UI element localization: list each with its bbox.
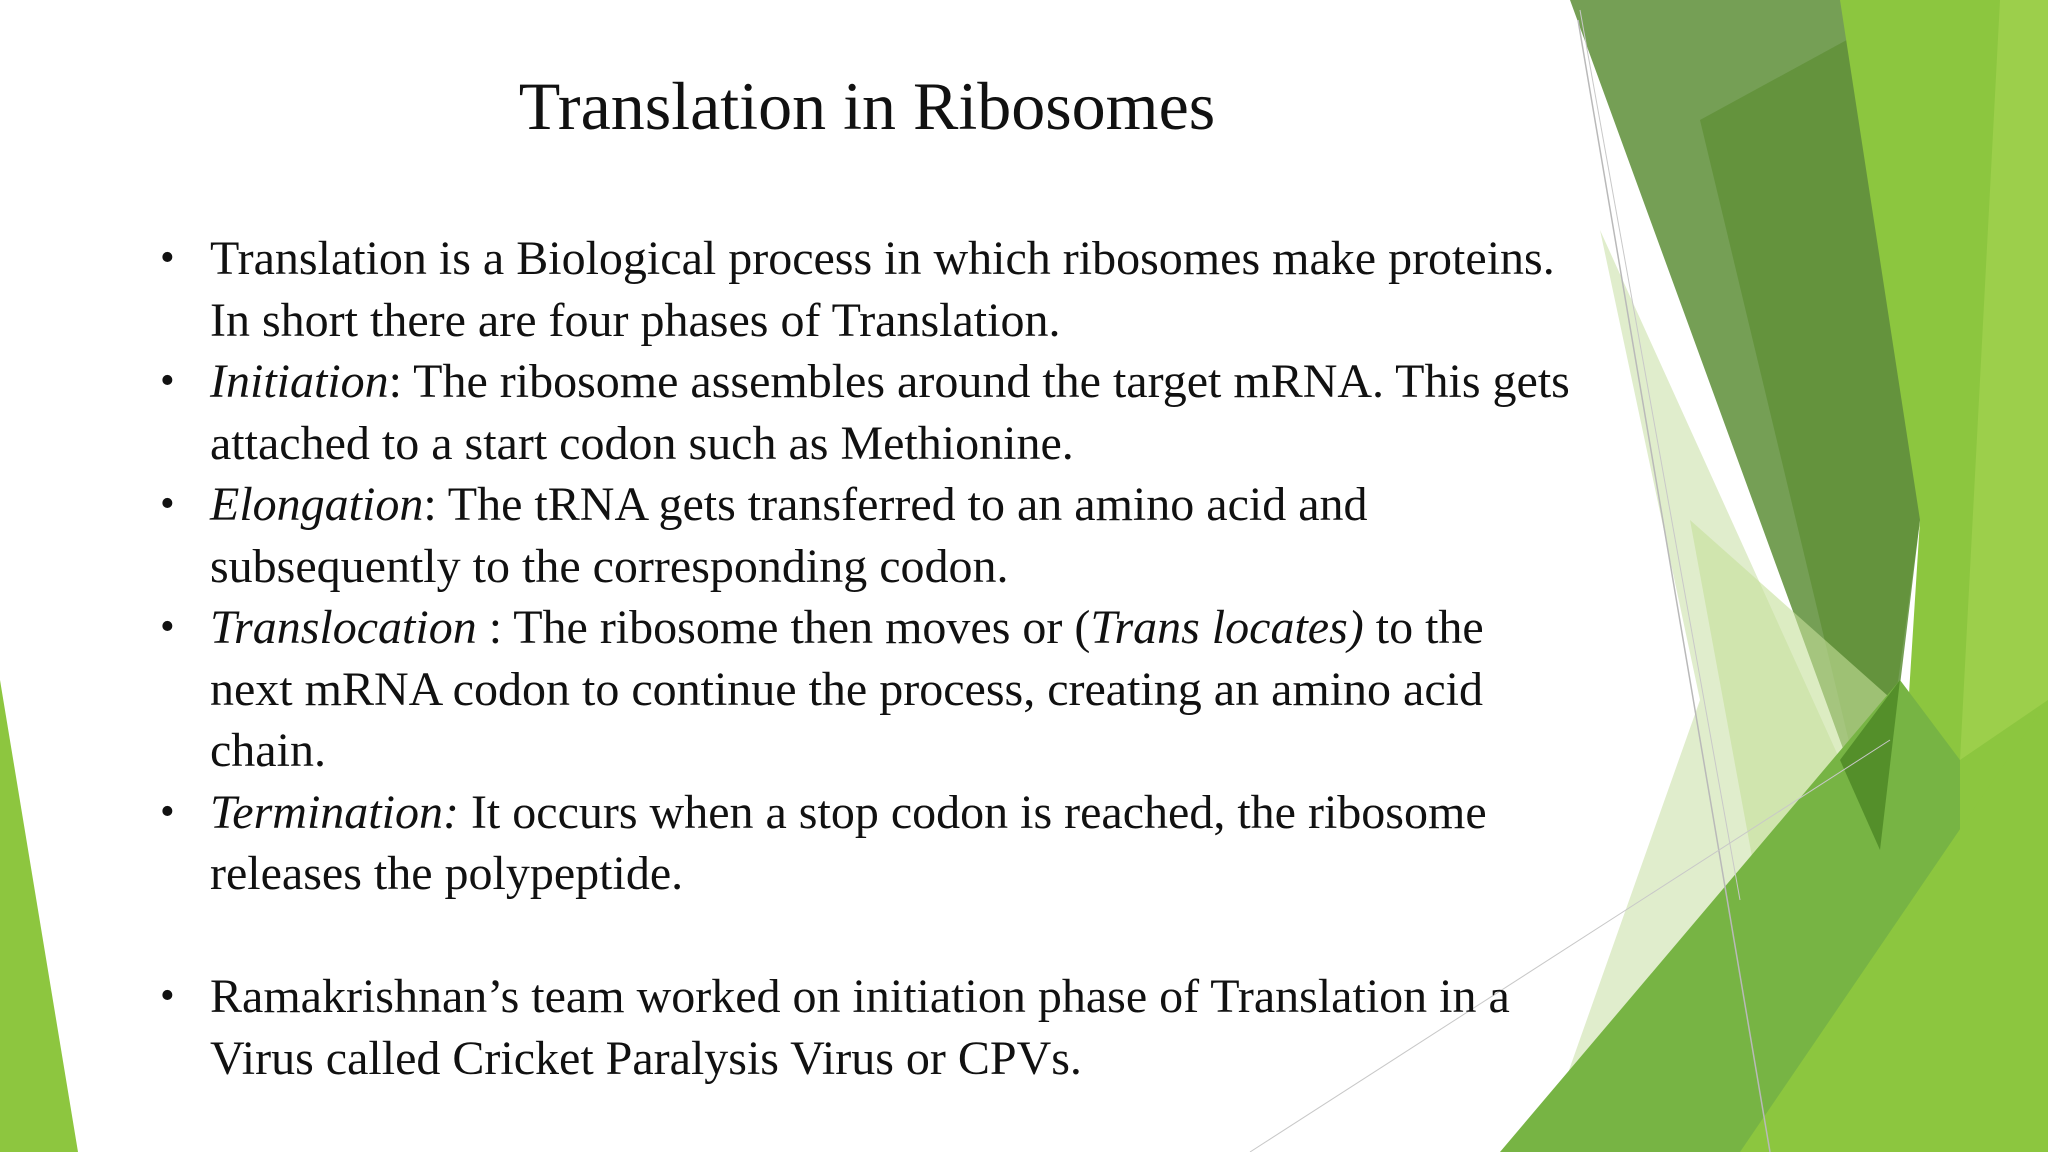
- left-green-sliver: [0, 680, 78, 1152]
- bullet-item-termination: [160, 782, 1570, 905]
- bullet-dot: •: [160, 481, 175, 527]
- bullet-dot: •: [160, 604, 175, 650]
- bullet-dot: •: [160, 973, 175, 1019]
- slide-title: Translation in Ribosomes: [518, 68, 1216, 144]
- bullet-list: [160, 228, 1570, 1089]
- bullet-text: : The ribosome assembles around the target mRNA. This gets attached to a start codon such as Methionine.: [210, 355, 1570, 470]
- bullet-dot: •: [160, 358, 175, 404]
- bullet-text: : The tRNA gets transferred to an amino acid and subsequently to the corresponding codon.: [210, 478, 1368, 593]
- bullet-text: It occurs when a stop codon is reached, the ribosome releases the polypeptide.: [210, 785, 1487, 900]
- bullet-text-middle: : The ribosome then moves or (: [476, 601, 1091, 654]
- bullet-text: Translation is a Biological process in which ribosomes make proteins. In short there are four phases of Translation.: [210, 232, 1555, 347]
- bullet-term-secondary: Trans locates): [1090, 601, 1364, 654]
- bullet-item-initiation: [160, 351, 1570, 474]
- bullet-term: Translocation: [210, 601, 477, 654]
- bullet-item-ramakrishnan: [160, 966, 1570, 1089]
- bullet-item-translocation: [160, 597, 1570, 782]
- bullet-term: Initiation: [210, 355, 389, 408]
- bullet-dot: •: [160, 235, 175, 281]
- bullet-item-elongation: [160, 474, 1570, 597]
- bullet-term: Termination:: [210, 785, 459, 839]
- bullet-item-intro: [160, 228, 1570, 351]
- bullet-dot: •: [160, 788, 175, 835]
- bullet-text: Ramakrishnan’s team worked on initiation phase of Translation in a Virus called Cricket Paralysis Virus or CPVs.: [210, 970, 1510, 1085]
- bullet-text: to the next mRNA codon to continue the process, creating an amino acid chain.: [210, 601, 1484, 777]
- bullet-term: Elongation: [210, 478, 424, 531]
